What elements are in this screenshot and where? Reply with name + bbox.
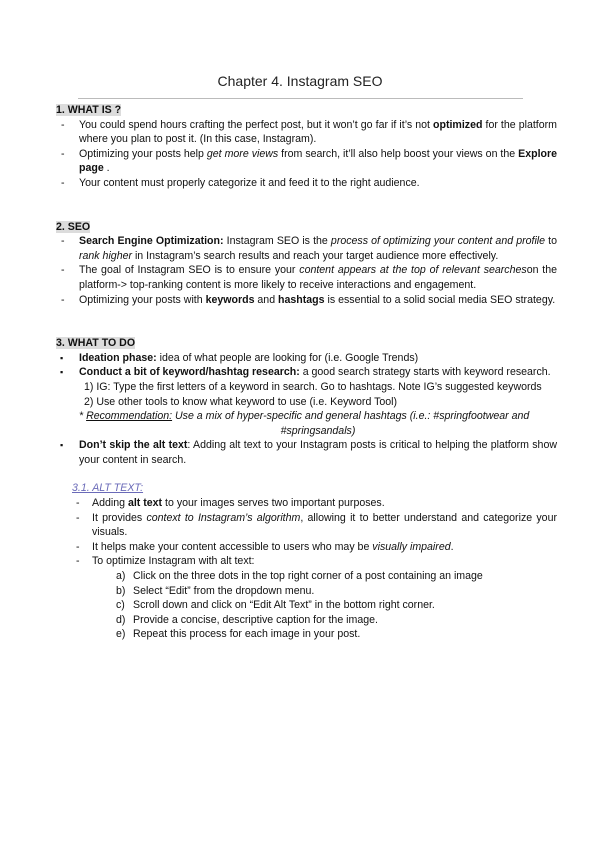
step-letter: c) [116, 599, 125, 612]
text-run-underline: Recommendation: [86, 410, 173, 423]
section-1-heading-text: 1. WHAT IS ? [56, 104, 122, 116]
section-2-heading [56, 220, 557, 235]
text-run: Use a mix of hyper-specific and general hashtags (i.e.: #springfootwear and [172, 410, 530, 423]
list-item: - Your content must properly categorize it and feed it to the right audience. [56, 176, 557, 191]
alt-text-steps [92, 569, 557, 642]
section-3-heading [56, 336, 557, 351]
step-2: 2) Use other tools to know what keyword to use (i.e. Keyword Tool) [84, 395, 398, 408]
recommendation [79, 409, 557, 424]
title-divider [78, 98, 523, 99]
text-run-bold: Conduct a bit of keyword/hashtag research: [79, 366, 300, 379]
text-run: is essential to a solid social media SEO strategy. [324, 293, 556, 306]
step-text: Provide a concise, descriptive caption for the image. [133, 613, 378, 626]
text-run-italic: context to Instagram’s algorithm [146, 511, 301, 524]
text-run: To optimize Instagram with alt text: [92, 555, 255, 568]
text-run: . [450, 540, 454, 553]
text-run: to your images serves two important purposes. [162, 497, 385, 510]
text-run-italic: content appears at the top of relevant searches [299, 264, 527, 277]
list-item [56, 263, 557, 292]
text-run-italic: process of optimizing your content and profile [330, 235, 546, 248]
text-run-bold: Don’t skip the alt text [79, 439, 188, 452]
list-item [56, 147, 557, 176]
recommendation-continued: #springsandals) [280, 424, 356, 437]
list-item [73, 540, 557, 555]
text-run-italic: get more views [206, 147, 279, 160]
step-text: Repeat this process for each image in your post. [133, 628, 361, 641]
list-item [56, 438, 557, 467]
text-run: Optimizing your posts help [79, 147, 207, 160]
text-run: It helps make your content accessible to users who may be [92, 540, 373, 553]
step-1: 1) IG: Type the first letters of a keyword in search. Go to hashtags. Note IG’s suggested keywords [84, 380, 542, 393]
text-run: * [79, 410, 87, 423]
section-2-list [56, 234, 557, 307]
text-run: and [254, 293, 279, 306]
text-run: : Adding alt text to your Instagram posts is critical to helping the platform show your content in search. [79, 439, 557, 466]
text-run-bold: alt text [127, 497, 163, 510]
text-run-italic: visually impaired [372, 540, 451, 553]
text-run: Instagram SEO is the [223, 235, 331, 248]
list-item [73, 554, 557, 642]
step-letter: d) [116, 613, 126, 626]
list-item [56, 118, 557, 147]
text-run: Adding [92, 497, 128, 510]
text-run-bold: hashtags [278, 293, 325, 306]
spacer [56, 191, 557, 220]
text-run-bold: Search Engine Optimization: [79, 235, 224, 248]
section-3-list [56, 351, 557, 468]
text-run: Optimizing your posts with [79, 293, 206, 306]
text-run-bold: keywords [205, 293, 255, 306]
alt-step-c [111, 598, 557, 613]
section-1-heading [56, 103, 557, 118]
text-run-bold: Explore page [79, 147, 557, 175]
alt-step-d [111, 613, 557, 628]
subsection-3-1-list [56, 496, 557, 642]
page-title: Chapter 4. Instagram SEO [217, 73, 383, 89]
text-run: to [545, 235, 558, 248]
text-run: for the platform where you plan to post it. (In this case, Instagram). [79, 118, 557, 146]
alt-step-b [111, 584, 557, 599]
text-run-bold: Ideation phase: [79, 351, 157, 364]
text-run-bold: optimized [433, 118, 483, 131]
list-item [73, 511, 557, 540]
text-run: in Instagram’s search results and reach your target audience more effectively. [132, 249, 499, 262]
section-1-list [56, 118, 557, 191]
step-letter: b) [116, 584, 126, 597]
text-run: . [103, 162, 110, 175]
text-run: You could spend hours crafting the perfect post, but it won’t go far if it’s not [79, 118, 434, 131]
list-item [73, 496, 557, 511]
text-run: on the platform-> top-ranking content is more likely to receive interactions and engagement. [79, 264, 557, 291]
section-3-heading-text: 3. WHAT TO DO [56, 337, 136, 350]
step-text: Select “Edit” from the dropdown menu. [133, 584, 315, 597]
step-letter: e) [116, 628, 126, 641]
list-item [56, 293, 557, 308]
document-body [56, 103, 557, 642]
text-run: idea of what people are looking for (i.e. Google Trends) [156, 351, 419, 364]
alt-step-e [111, 627, 557, 642]
text-run: from search, it’ll also help boost your views on the [278, 147, 519, 160]
text-run: It provides [92, 511, 147, 524]
section-2-heading-text: 2. SEO [56, 220, 91, 233]
list-item [56, 365, 557, 438]
step-text: Scroll down and click on “Edit Alt Text” in the bottom right corner. [133, 599, 435, 612]
alt-step-a [111, 569, 557, 584]
text-run: , allowing it to better understand and categorize your visuals. [92, 511, 557, 539]
text-run: a good search strategy starts with keyword research. [299, 366, 551, 379]
text-run-italic: rank higher [79, 249, 132, 262]
spacer [56, 307, 557, 336]
step-text: Click on the three dots in the top right corner of a post containing an image [133, 570, 483, 583]
list-item [56, 351, 557, 366]
step-letter: a) [116, 570, 126, 583]
list-item [56, 234, 557, 263]
subsection-3-1-heading: 3.1. ALT TEXT: [72, 482, 144, 495]
text-run: The goal of Instagram SEO is to ensure your [79, 264, 300, 277]
